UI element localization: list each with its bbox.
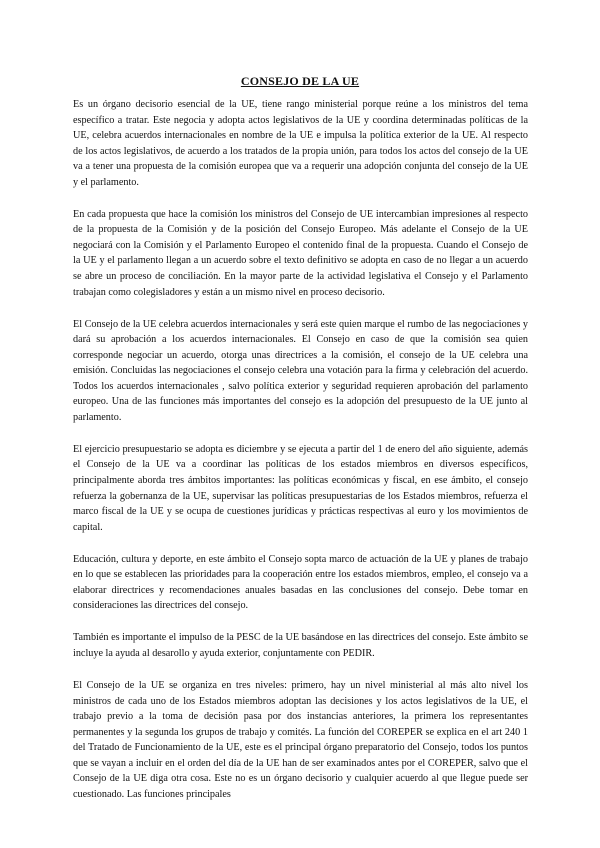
paragraph: Es un órgano decisorio esencial de la UE, tiene rango ministerial porque reúne a los ministros del tema específico a tratar. Este negocia y adopta actos legislativos de la UE y coordina determinadas políticas de la UE, celebra acuerdos internacionales en nombre de la UE e impulsa la política exterior de la UE. Al respecto de los actos legislativos, de acuerdo a los tratados de la propia unión, para todos los actos del consejo de la UE va a tener una propuesta de la comisión europea que va a requerir una adopción conjunta del consejo de la UE y el parlamento. — [73, 99, 528, 188]
document-body — [73, 97, 528, 802]
paragraph: El Consejo de la UE celebra acuerdos internacionales y será este quien marque el rumbo de las negociaciones y dará su aprobación a los acuerdos internacionales. El Consejo en caso de que la comisión sea quien corresponde negociar un acuerdo, otorga unas directrices a la comisión, el consejo de la UE celebra una emisión. Concluidas las negociaciones el consejo celebra una votación para la firma y celebración del acuerdo. Todos los acuerdos internacionales , salvo política exterior y seguridad requieren aprobación del parlamento europeo. Una de las funciones más importantes del consejo es la adopción del presupuesto de la UE junto al parlamento. — [73, 318, 528, 423]
page-title: CONSEJO DE LA UE — [240, 74, 360, 88]
paragraph: El ejercicio presupuestario se adopta es diciembre y se ejecuta a partir del 1 de enero del año siguiente, además el Consejo de la UE va a coordinar las políticas de los estados miembros en diversos específicos, principalmente aborda tres ámbitos importantes: las políticas económicas y fiscal, en ese ámbito, el consejo refuerza la gobernanza de la UE, supervisar las políticas presupuestarias de los Estados miembros, refuerza el marco fiscal de la UE y se ocupa de cuestiones jurídicas y prácticas respectivas al euro y los movimientos de capital. — [73, 443, 528, 533]
paragraph: Educación, cultura y deporte, en este ámbito el Consejo sopta marco de actuación de la UE y planes de trabajo en lo que se establecen las prioridades para la cooperación entre los estados miembros, empleo, el consejo va a elaborar directrices y recomendaciones anuales basadas en las conclusiones del consejo. Debe tomar en consideraciones las directrices del consejo. — [73, 553, 528, 612]
paragraph: El Consejo de la UE se organiza en tres niveles: primero, hay un nivel ministerial al más alto nivel los ministros de cada uno de los Estados miembros adoptan las decisiones y los actos legislativos de la UE, el trabajo previo a la toma de decisión pasa por dos instancias anteriores, la primera los representantes permanentes y la segunda los grupos de trabajo y comités. La función del COREPER se explica en el art 240 1 del Tratado de Funcionamiento de la UE, este es el principal órgano preparatorio del Consejo, todos los puntos que se vayan a incluir en el orden del día de la UE han de ser examinados antes por el COREPER, salvo que el Consejo de la UE diga otra cosa. Este no es un órgano decisorio y cualquier acuerdo al que llegue puede ser cuestionado. Las funciones principales — [73, 679, 528, 800]
paragraph: En cada propuesta que hace la comisión los ministros del Consejo de UE intercambian impresiones al respecto de la propuesta de la Comisión y de la posición del Consejo Europeo. Más adelante el Consejo de la UE negociará con la Comisión y el Parlamento Europeo el contenido final de la propuesta. Cuando el Consejo de la UE y el parlamento llegan a un acuerdo sobre el texto definitivo se adopta en caso de no llegar a un acuerdo se abre un proceso de conciliación. En la mayor parte de la actividad legislativa el Consejo y el Parlamento trabajan como colegisladores y están a un mismo nivel en proceso decisorio. — [73, 208, 528, 298]
paragraph: También es importante el impulso de la PESC de la UE basándose en las directrices del consejo. Este ámbito se incluye la ayuda al desarollo y ayuda exterior, conjuntamente con PEDIR. — [73, 632, 528, 659]
